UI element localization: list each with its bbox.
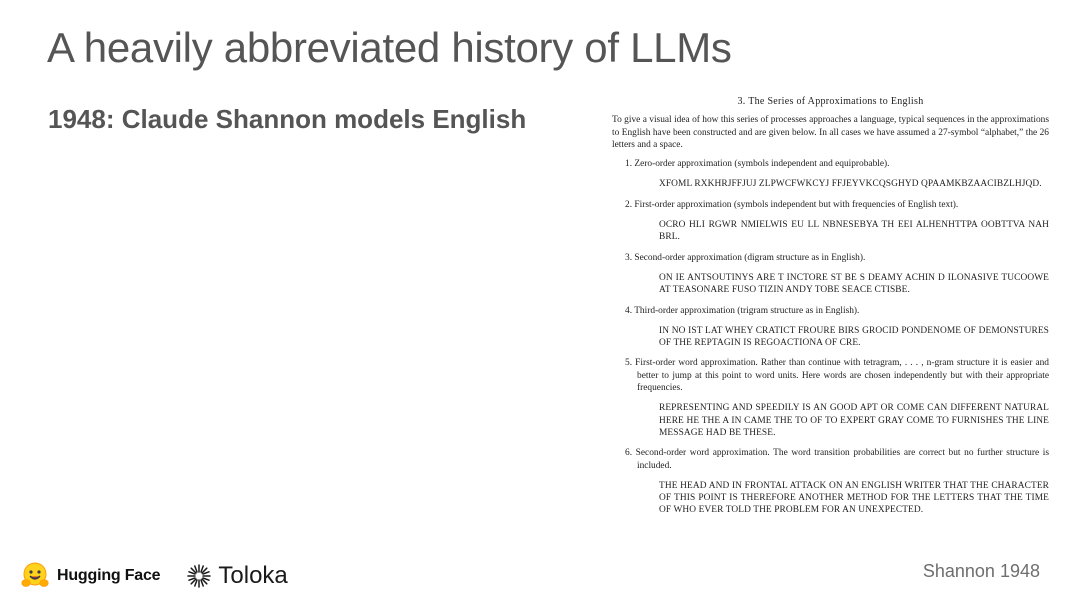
toloka-name: Toloka xyxy=(218,562,288,589)
approximation-item-4 xyxy=(612,305,1049,350)
paper-intro: To give a visual idea of how this series of processes approaches a language, typical sequences in the approximations to English have been constructed and are given below. In all cases we have assumed a 27-symbol “alphabet,” the 26 letters and a space. xyxy=(612,115,1049,150)
approximation-description: 4. Third-order approximation (trigram structure as in English). xyxy=(625,305,860,316)
approximation-description: 5. First-order word approximation. Rather than continue with tetragram, . . . , n-gram structure it is easier and better to jump at this point to word units. Here words are chosen independently but with their appropriate frequencies. xyxy=(625,358,1049,394)
approximation-item-1 xyxy=(612,158,1049,191)
hugging-face-logo xyxy=(20,561,160,591)
slide-subtitle: 1948: Claude Shannon models English xyxy=(48,104,527,134)
approximation-description: 2. First-order approximation (symbols independent but with frequencies of English text). xyxy=(625,199,959,210)
approximation-sample: XFOML RXKHRJFFJUJ ZLPWCFWKCYJ FFJEYVKCQSGHYD QPAAMKBZAACIBZLHJQD. xyxy=(659,179,1042,190)
hugging-face-emoji-icon xyxy=(20,561,50,591)
approximation-item-3 xyxy=(612,252,1049,297)
toloka-logo xyxy=(186,562,287,590)
approximation-sample: ON IE ANTSOUTINYS ARE T INCTORE ST BE S DEAMY ACHIN D ILONASIVE TUCOOWE AT TEASONARE FUSO TIZIN ANDY TOBE SEACE CTISBE. xyxy=(659,272,1049,296)
approximation-description: 1. Zero-order approximation (symbols independent and equiprobable). xyxy=(625,159,890,170)
paper-heading: 3. The Series of Approximations to English xyxy=(737,96,924,107)
approximation-item-5 xyxy=(612,357,1049,439)
approximation-description: 6. Second-order word approximation. The word transition probabilities are correct but no further structure is included. xyxy=(625,448,1049,471)
approximation-item-6 xyxy=(612,447,1049,516)
approximation-description: 3. Second-order approximation (digram structure as in English). xyxy=(625,252,866,263)
approximation-sample: OCRO HLI RGWR NMIELWIS EU LL NBNESEBYA TH EEI ALHENHTTPA OOBTTVA NAH BRL. xyxy=(659,220,1049,243)
toloka-starburst-icon xyxy=(186,563,212,589)
approximation-item-2 xyxy=(612,199,1049,244)
approximation-sample: IN NO IST LAT WHEY CRATICT FROURE BIRS GROCID PONDENOME OF DEMONSTURES OF THE REPTAGIN IS REGOACTIONA OF CRE. xyxy=(659,325,1049,349)
slide-title: A heavily abbreviated history of LLMs xyxy=(47,24,732,71)
approximation-sample: REPRESENTING AND SPEEDILY IS AN GOOD APT OR COME CAN DIFFERENT NATURAL HERE HE THE A IN CAME THE TO OF TO EXPERT GRAY COME TO FURNISHES THE LINE MESSAGE HAD BE THESE. xyxy=(659,403,1049,438)
hugging-face-name: Hugging Face xyxy=(57,567,161,584)
approximation-sample: THE HEAD AND IN FRONTAL ATTACK ON AN ENGLISH WRITER THAT THE CHARACTER OF THIS POINT IS THEREFORE ANOTHER METHOD FOR THE LETTERS THAT THE TIME OF WHO EVER TOLD THE PROBLEM FOR AN UNEXPECTED. xyxy=(659,480,1049,516)
citation: Shannon 1948 xyxy=(922,561,1040,581)
paper-excerpt xyxy=(612,96,1049,525)
footer-logos xyxy=(20,560,288,592)
